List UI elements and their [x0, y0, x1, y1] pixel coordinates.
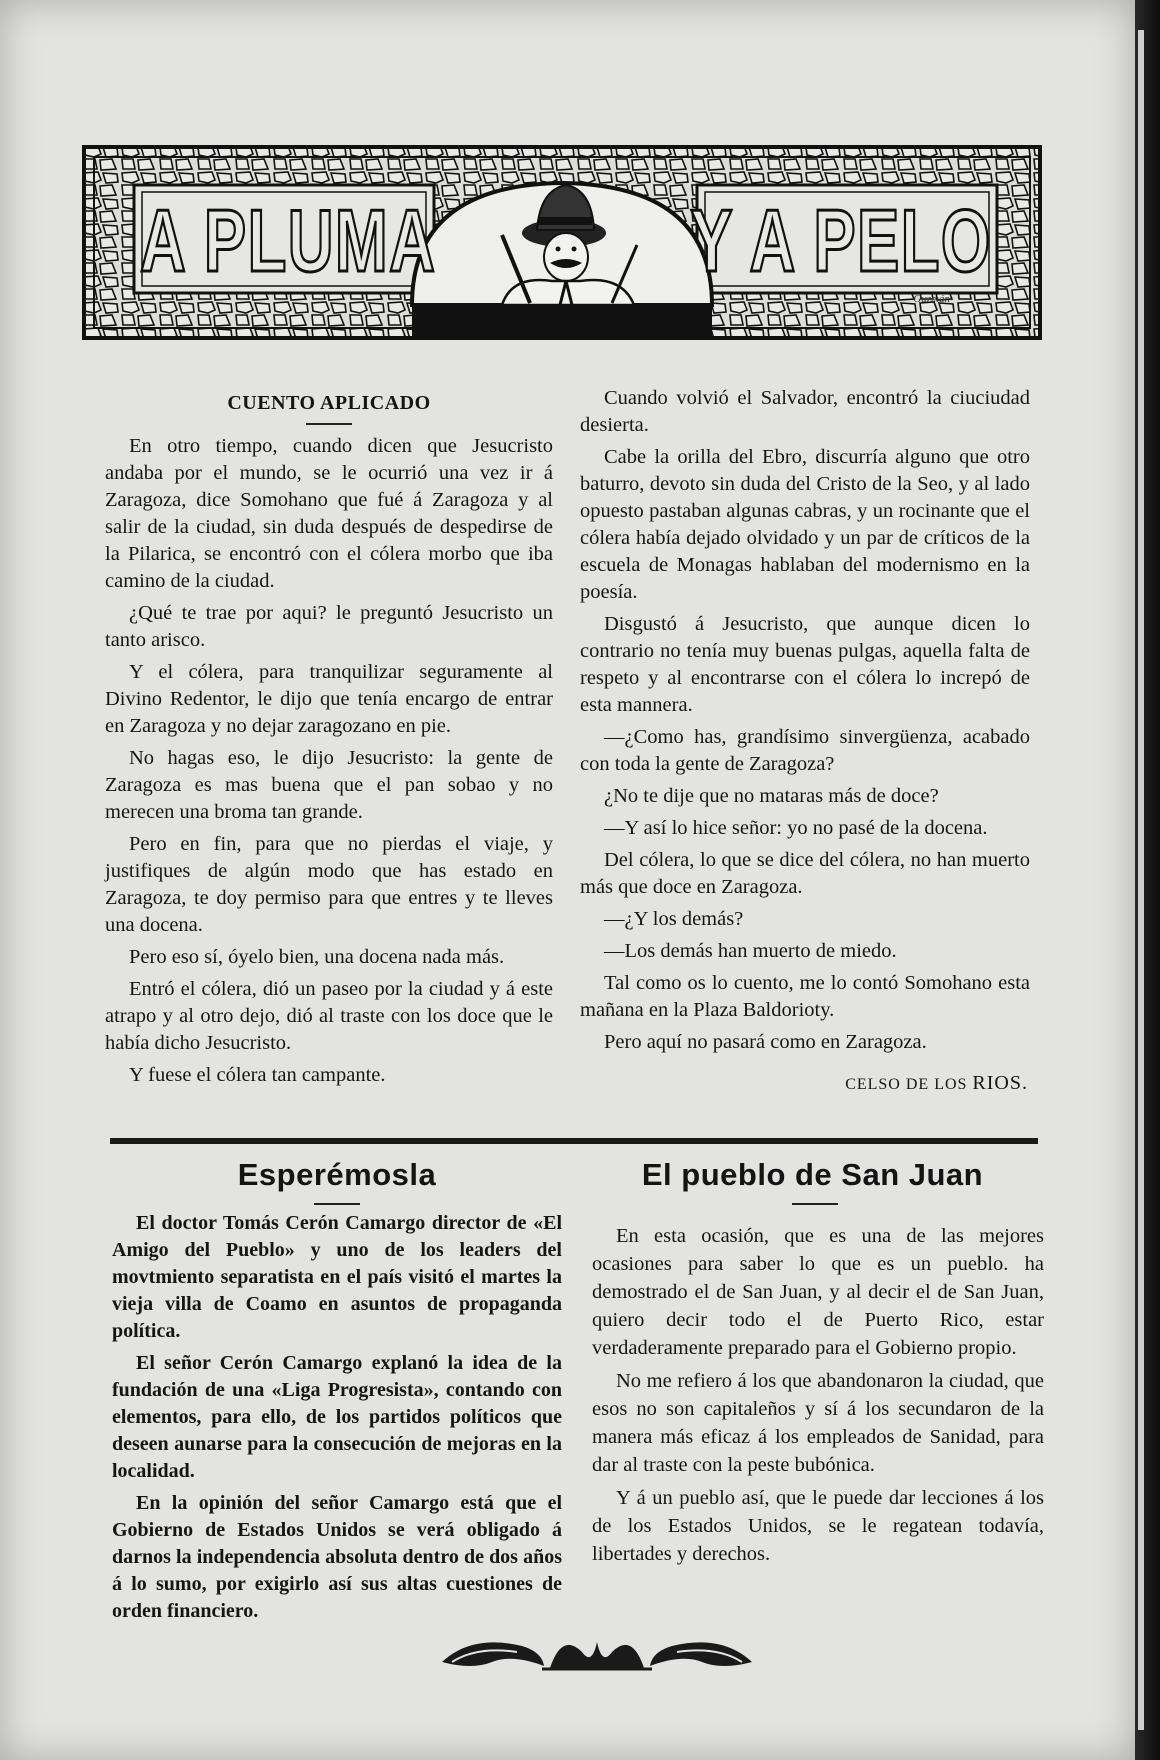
cuento-paragraph: Disgustó á Jesucristo, que aunque dicen lo contrario no tenía muy buenas pulgas, aquella falta de respeto y al encontrarse con el cólera lo increpó de esta mannera.: [580, 613, 1030, 716]
cuento-paragraph: —Los demás han muerto de miedo.: [604, 940, 897, 962]
cuento-left-column: [105, 390, 553, 1094]
title-divider: [792, 1203, 838, 1205]
author-signature-first: CELSO DE LOS: [845, 1076, 968, 1093]
title-divider: [306, 423, 352, 425]
cuento-paragraph: ¿No te dije que no mataras más de doce?: [604, 785, 939, 807]
pueblo-title: El pueblo de San Juan: [641, 1157, 984, 1192]
artist-signature: Guzmán: [913, 293, 950, 305]
cuento-paragraph: Y fuese el cólera tan campante.: [129, 1064, 386, 1086]
pueblo-paragraph: En esta ocasión, que es una de las mejores ocasiones para saber lo que es un pueblo. ha demostrado el de San Juan, y al decir el de San Juan, quiero decir todo el de Puerto Rico, estar verdaderamente preparado para el Gobierno propio.: [592, 1225, 1044, 1359]
cuento-paragraph: —¿Y los demás?: [604, 908, 744, 930]
cuento-paragraph: —¿Como has, grandísimo sinvergüenza, acabado con toda la gente de Zaragoza?: [580, 726, 1030, 775]
cuento-paragraph: En otro tiempo, cuando dicen que Jesucristo andaba por el mundo, se le ocurrió una vez ir á Zaragoza, dice Somohano que fué á Zaragoza y al salir de la ciudad, sin duda después de despedirse de la Pilarica, se encontró con el cólera morbo que iba camino de la ciudad.: [105, 435, 553, 592]
esperemosla-title: Esperémosla: [237, 1157, 437, 1192]
banner-title-right: Y A PELO: [690, 191, 992, 290]
title-divider: [314, 1203, 360, 1205]
cuento-paragraph: Pero eso sí, óyelo bien, una docena nada más.: [129, 946, 505, 968]
decorative-ornament: [432, 1622, 762, 1682]
pueblo-column: [592, 1222, 1044, 1573]
esperemosla-paragraph: En la opinión del señor Camargo está que el Gobierno de Estados Unidos se verá obligado á darnos la independencia absoluta dentro de dos años á lo sumo, por exigirlo así sus altas cuestiones de orden financiero.: [112, 1492, 562, 1622]
masthead-banner: [82, 145, 1042, 340]
ornament-icon: [432, 1622, 762, 1682]
cuento-right-column: [580, 385, 1030, 1098]
pueblo-paragraph: No me refiero á los que abandonaron la ciudad, que esos no son capitaleños y sí á los secundaron de la manera más eficaz á los empleados de Sanidad, para dar al traste con la peste bubónica.: [592, 1370, 1044, 1476]
cuento-paragraph: ¿Qué te trae por aqui? le preguntó Jesucristo un tanto arisco.: [105, 602, 553, 651]
esperemosla-column: [112, 1210, 562, 1630]
cuento-paragraph: Del cólera, lo que se dice del cólera, no han muerto más que doce en Zaragoza.: [580, 849, 1030, 898]
banner-title-left: A PLUMA: [140, 191, 437, 290]
esperemosla-paragraph: El doctor Tomás Cerón Camargo director de «El Amigo del Pueblo» y uno de los leaders del movtmiento separatista en el país visitó el martes la vieja villa de Coamo en asuntos de propaganda política.: [112, 1212, 562, 1342]
cuento-paragraph: Cabe la orilla del Ebro, discurría alguno que otro baturro, devoto sin duda del Cristo de la Seo, y al lado opuesto pastaban algunas cabras, y un rocinante que el cólera había dejado olvidado y un par de críticos de la escuela de Monagas hablaban del modernismo en la poesía.: [580, 446, 1030, 603]
author-signature-last: RIOS.: [972, 1072, 1028, 1094]
pueblo-paragraph: Y á un pueblo así, que le puede dar lecciones á los de los Estados Unidos, se le regatean todavía, libertades y derechos.: [592, 1487, 1044, 1565]
esperemosla-paragraph: El señor Cerón Camargo explanó la idea de la fundación de una «Liga Progresista», contando con elementos, para ello, de los partidos políticos que deseen aunarse para la consecución de mejoras en la localidad.: [112, 1352, 562, 1482]
cuento-paragraph: Tal como os lo cuento, me lo contó Somohano esta mañana en la Plaza Baldorioty.: [580, 972, 1030, 1021]
section-divider: [110, 1138, 1038, 1144]
cuento-paragraph: No hagas eso, le dijo Jesucristo: la gente de Zaragoza es mas buena que el pan sobao y no merecen una broma tan grande.: [105, 747, 553, 823]
cuento-paragraph: Entró el cólera, dió un paseo por la ciudad y á este atrapo y al otro dejo, dió al traste con los doce que le había dicho Jesucristo.: [105, 978, 553, 1054]
cuento-paragraph: Pero en fin, para que no pierdas el viaje, y justifiques de algún modo que has estado en Zaragoza, te doy permiso para que entres y te lleves una docena.: [105, 833, 553, 936]
cuento-paragraph: Y el cólera, para tranquilizar seguramente al Divino Redentor, le dijo que tenía encargo de entrar en Zaragoza y no dejar zaragozano en pie.: [105, 661, 553, 737]
cuento-paragraph: —Y así lo hice señor: yo no pasé de la docena.: [604, 817, 988, 839]
page-edge: [1138, 30, 1144, 1730]
cuento-paragraph: Cuando volvió el Salvador, encontró la ciuciudad desierta.: [580, 387, 1030, 436]
author-signature: [580, 1070, 1030, 1098]
cuento-title: CUENTO APLICADO: [227, 392, 431, 414]
cuento-paragraph: Pero aquí no pasará como en Zaragoza.: [604, 1031, 927, 1053]
